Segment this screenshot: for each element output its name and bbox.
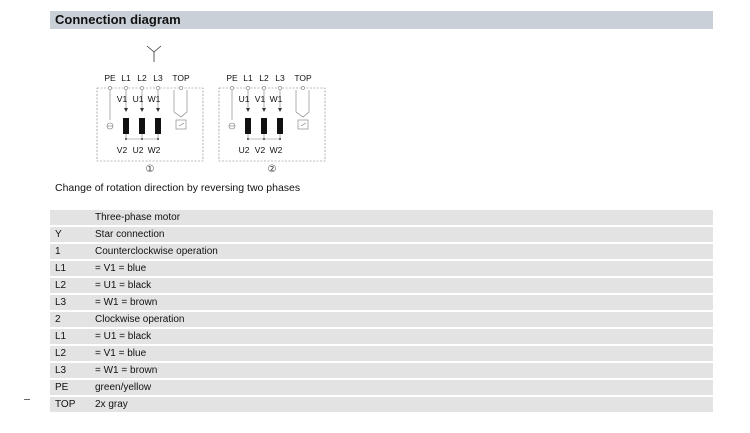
- terminal-post: [278, 86, 281, 89]
- terminal-post: [262, 86, 265, 89]
- legend-row: [50, 346, 713, 361]
- terminal-label: L1: [121, 73, 131, 83]
- legend-key: PE: [50, 380, 90, 395]
- thermal-sensor-mark: [179, 123, 184, 126]
- winding-top-label: V1: [116, 94, 128, 104]
- winding-top-label: W1: [147, 94, 161, 104]
- arrow-head-icon: [124, 108, 128, 112]
- winding-coil: [155, 118, 161, 134]
- terminal-post: [140, 86, 143, 89]
- section-title-bar: [50, 11, 713, 29]
- legend-key: L2: [50, 278, 90, 293]
- terminal-label: TOP: [294, 73, 312, 83]
- legend-row: [50, 397, 713, 412]
- legend-row: [50, 261, 713, 276]
- winding-bottom-label: U2: [132, 145, 144, 155]
- legend-key: L1: [50, 261, 90, 276]
- legend-row: [50, 244, 713, 259]
- legend-value: = U1 = black: [90, 278, 713, 293]
- terminal-label: TOP: [172, 73, 190, 83]
- legend-key: L2: [50, 346, 90, 361]
- legend-key: [50, 210, 90, 225]
- legend-row: [50, 363, 713, 378]
- winding-coil: [277, 118, 283, 134]
- margin-mark: [24, 399, 30, 400]
- legend-value: = W1 = brown: [90, 363, 713, 378]
- thermal-switch-icon: [296, 112, 309, 117]
- legend-row: [50, 380, 713, 395]
- winding-bottom-label: V2: [116, 145, 128, 155]
- winding-bottom-label: W2: [269, 145, 283, 155]
- winding-coil: [261, 118, 267, 134]
- terminal-post: [156, 86, 159, 89]
- arrow-head-icon: [246, 108, 250, 112]
- terminal-label: L3: [275, 73, 285, 83]
- legend-key: 2: [50, 312, 90, 327]
- legend-value: = V1 = blue: [90, 346, 713, 361]
- legend-key: Y: [50, 227, 90, 242]
- legend-row: [50, 278, 713, 293]
- winding-coil: [245, 118, 251, 134]
- legend-key: L1: [50, 329, 90, 344]
- arrow-head-icon: [140, 108, 144, 112]
- terminal-label: PE: [226, 73, 238, 83]
- legend-row: [50, 227, 713, 242]
- terminal-post: [230, 86, 233, 89]
- legend-value: green/yellow: [90, 380, 713, 395]
- diagram-panel: [97, 73, 203, 175]
- terminal-label: L1: [243, 73, 253, 83]
- panel-number: ②: [267, 164, 277, 175]
- thermal-switch-icon: [174, 112, 187, 117]
- terminal-post: [246, 86, 249, 89]
- legend-value: = V1 = blue: [90, 261, 713, 276]
- legend-row: [50, 312, 713, 327]
- winding-top-label: U1: [132, 94, 144, 104]
- terminal-post: [124, 86, 127, 89]
- legend-table: [50, 208, 713, 414]
- thermal-sensor-mark: [301, 123, 306, 126]
- legend-row: [50, 329, 713, 344]
- legend-key: 1: [50, 244, 90, 259]
- legend-key: L3: [50, 295, 90, 310]
- terminal-label: L2: [259, 73, 269, 83]
- winding-top-label: V1: [254, 94, 266, 104]
- winding-bottom-label: W2: [147, 145, 161, 155]
- terminal-label: PE: [104, 73, 116, 83]
- terminal-post: [179, 86, 182, 89]
- legend-value: Three-phase motor: [90, 210, 713, 225]
- winding-top-label: U1: [238, 94, 250, 104]
- diagram-caption: Change of rotation direction by reversing two phases: [55, 182, 301, 194]
- winding-bottom-label: U2: [238, 145, 250, 155]
- legend-value: = U1 = black: [90, 329, 713, 344]
- arrow-head-icon: [156, 108, 160, 112]
- arrow-head-icon: [262, 108, 266, 112]
- legend-value: 2x gray: [90, 397, 713, 412]
- arrow-head-icon: [278, 108, 282, 112]
- legend-key: L3: [50, 363, 90, 378]
- legend-row: [50, 210, 713, 225]
- section-title: Connection diagram: [55, 12, 181, 27]
- legend-key: TOP: [50, 397, 90, 412]
- legend-value: Clockwise operation: [90, 312, 713, 327]
- winding-top-label: W1: [269, 94, 283, 104]
- legend-value: = W1 = brown: [90, 295, 713, 310]
- terminal-post: [108, 86, 111, 89]
- winding-coil: [139, 118, 145, 134]
- winding-coil: [123, 118, 129, 134]
- star-symbol-icon: [147, 46, 161, 62]
- diagram-panel: [219, 73, 325, 175]
- legend-value: Star connection: [90, 227, 713, 242]
- legend-row: [50, 295, 713, 310]
- panel-number: ①: [145, 164, 155, 175]
- terminal-post: [301, 86, 304, 89]
- terminal-label: L3: [153, 73, 163, 83]
- legend-value: Counterclockwise operation: [90, 244, 713, 259]
- connection-diagram: [80, 40, 340, 175]
- winding-bottom-label: V2: [254, 145, 266, 155]
- terminal-label: L2: [137, 73, 147, 83]
